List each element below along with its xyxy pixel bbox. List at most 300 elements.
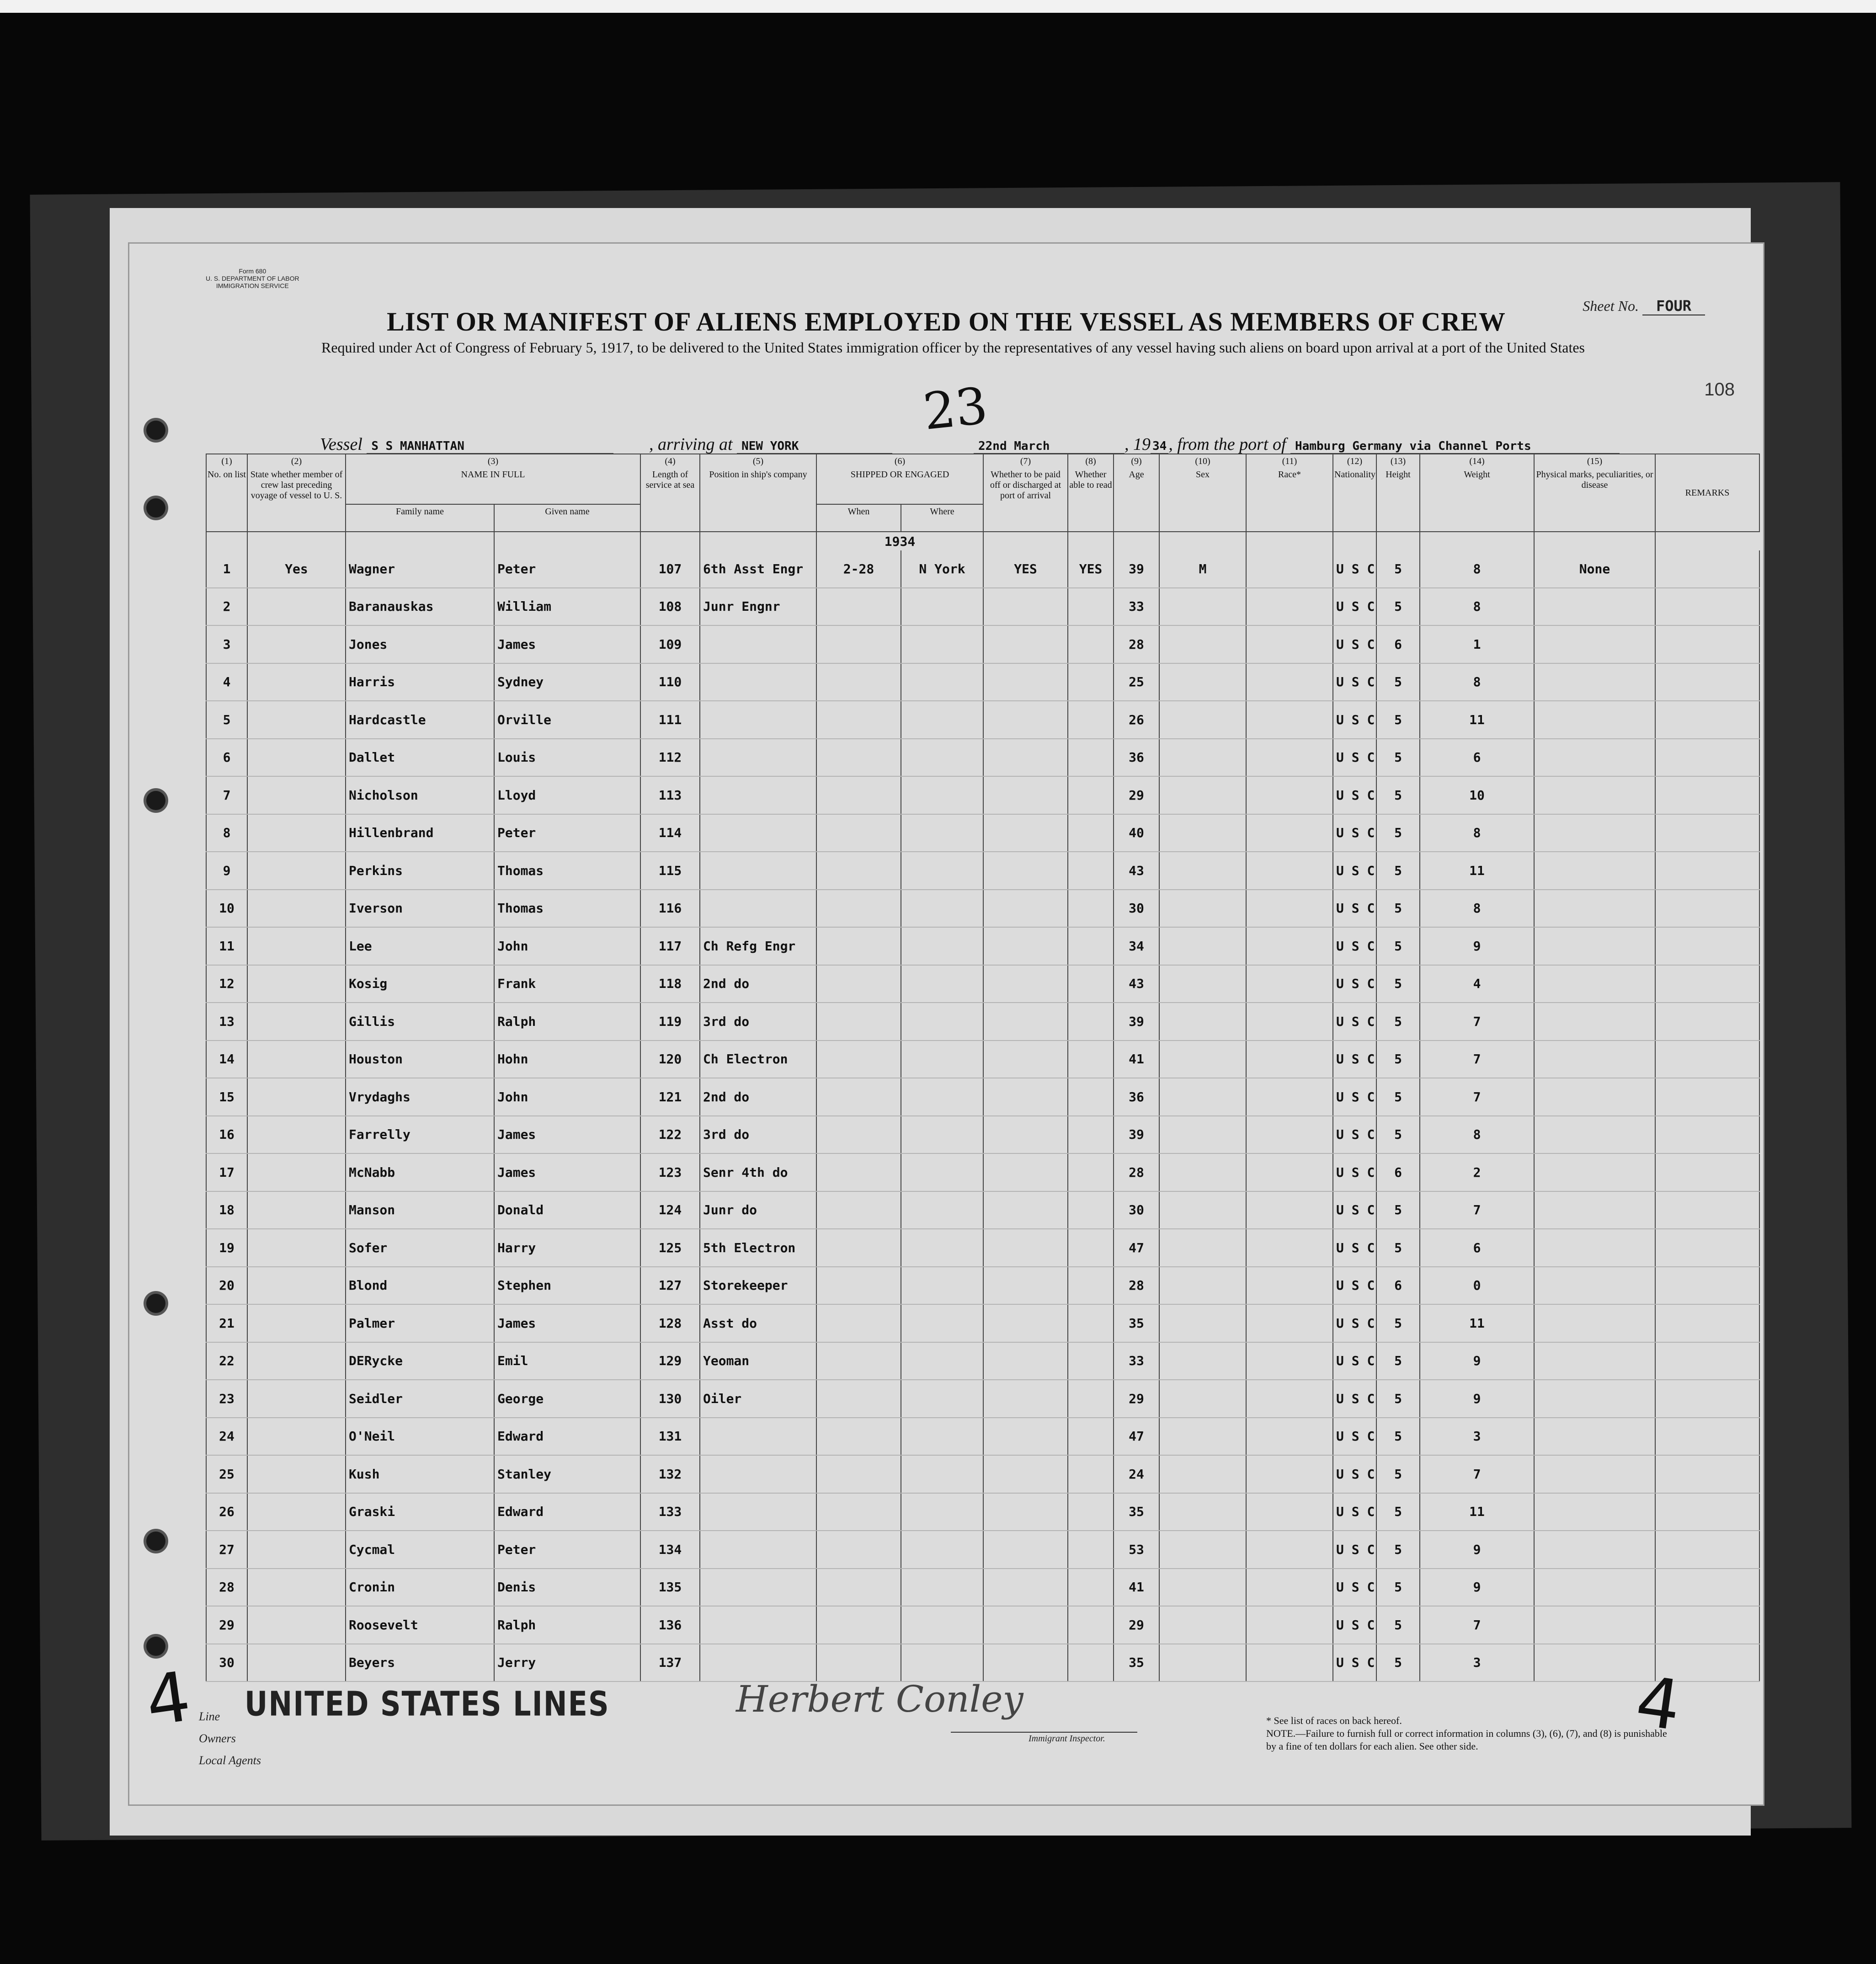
- shipped-when-cell: [816, 927, 901, 965]
- height-cell: 5: [1376, 1304, 1420, 1342]
- length-of-service-cell: 107: [640, 550, 700, 588]
- given-name-cell: Peter: [494, 814, 640, 852]
- given-name-cell: Sydney: [494, 663, 640, 701]
- position-cell: [700, 852, 816, 890]
- remarks-cell: [1655, 1041, 1759, 1078]
- age-cell: 24: [1114, 1455, 1159, 1493]
- nationality-cell: U S C: [1333, 663, 1376, 701]
- able-to-read-cell: [1068, 1229, 1114, 1267]
- manifest-sheet: [128, 242, 1764, 1806]
- physical-marks-cell: [1534, 663, 1655, 701]
- height-cell: 5: [1376, 927, 1420, 965]
- inspector-signature: Herbert Conley: [736, 1678, 1023, 1720]
- paid-off-cell: [983, 1191, 1068, 1229]
- race-cell: [1246, 625, 1333, 663]
- weight-cell: 11: [1420, 852, 1534, 890]
- sex-cell: [1159, 1455, 1246, 1493]
- document-title: LIST OR MANIFEST OF ALIENS EMPLOYED ON THE VESSEL AS MEMBERS OF CREW: [387, 307, 1506, 336]
- family-name-cell: Harris: [346, 663, 494, 701]
- shipped-where-cell: [901, 1191, 983, 1229]
- length-of-service-cell: 123: [640, 1153, 700, 1191]
- sex-cell: [1159, 1116, 1246, 1154]
- entry-number-cell: 11: [206, 927, 247, 965]
- family-name-cell: Baranauskas: [346, 588, 494, 626]
- family-name-cell: Kosig: [346, 965, 494, 1003]
- races-note: * See list of races on back hereof.: [1266, 1715, 1402, 1726]
- table-row: [206, 814, 1759, 852]
- remarks-cell: [1655, 1267, 1759, 1305]
- nationality-cell: U S C: [1333, 1191, 1376, 1229]
- age-cell: 30: [1114, 1191, 1159, 1229]
- punch-hole: [146, 1637, 165, 1656]
- table-row: [206, 1116, 1759, 1154]
- shipped-when-cell: [816, 1569, 901, 1606]
- entry-number-cell: 6: [206, 739, 247, 777]
- age-cell: 39: [1114, 1116, 1159, 1154]
- paid-off-cell: [983, 1116, 1068, 1154]
- table-row: [206, 625, 1759, 663]
- age-cell: 28: [1114, 625, 1159, 663]
- length-of-service-cell: 134: [640, 1531, 700, 1569]
- sex-cell: [1159, 1644, 1246, 1682]
- paid-off-cell: [983, 1267, 1068, 1305]
- height-cell: 6: [1376, 625, 1420, 663]
- age-cell: 29: [1114, 1606, 1159, 1644]
- weight-cell: 11: [1420, 701, 1534, 739]
- nationality-cell: U S C: [1333, 814, 1376, 852]
- able-to-read-cell: [1068, 1531, 1114, 1569]
- height-cell: 5: [1376, 852, 1420, 890]
- length-of-service-cell: 116: [640, 890, 700, 928]
- given-name-cell: John: [494, 927, 640, 965]
- able-to-read-cell: [1068, 588, 1114, 626]
- age-cell: 35: [1114, 1304, 1159, 1342]
- age-cell: 41: [1114, 1041, 1159, 1078]
- race-cell: [1246, 1116, 1333, 1154]
- prev-voyage-cell: [247, 927, 346, 965]
- length-of-service-cell: 128: [640, 1304, 700, 1342]
- weight-cell: 9: [1420, 927, 1534, 965]
- family-name-cell: Cronin: [346, 1569, 494, 1606]
- physical-marks-cell: [1534, 1116, 1655, 1154]
- sex-cell: [1159, 1078, 1246, 1116]
- sheet-number: Sheet No. FOUR: [1583, 297, 1705, 315]
- paid-off-cell: [983, 1078, 1068, 1116]
- family-name-cell: Hillenbrand: [346, 814, 494, 852]
- race-cell: [1246, 1418, 1333, 1456]
- shipped-when-cell: [816, 625, 901, 663]
- arrival-year: 34: [1151, 439, 1168, 454]
- table-row: [206, 1569, 1759, 1606]
- remarks-cell: [1655, 739, 1759, 777]
- weight-cell: 9: [1420, 1569, 1534, 1606]
- height-cell: 5: [1376, 663, 1420, 701]
- physical-marks-cell: [1534, 1418, 1655, 1456]
- prev-voyage-cell: [247, 1380, 346, 1418]
- remarks-cell: [1655, 550, 1759, 588]
- weight-cell: 9: [1420, 1342, 1534, 1380]
- shipped-where-cell: [901, 890, 983, 928]
- entry-number-cell: 20: [206, 1267, 247, 1305]
- race-cell: [1246, 701, 1333, 739]
- physical-marks-cell: [1534, 965, 1655, 1003]
- paid-off-cell: [983, 739, 1068, 777]
- entry-number-cell: 21: [206, 1304, 247, 1342]
- position-cell: 6th Asst Engr: [700, 550, 816, 588]
- form-id: Form 680 U. S. DEPARTMENT OF LABOR IMMIGRATION SERVICE: [206, 267, 299, 289]
- race-cell: [1246, 1267, 1333, 1305]
- remarks-cell: [1655, 1380, 1759, 1418]
- position-cell: [700, 1606, 816, 1644]
- remarks-cell: [1655, 1191, 1759, 1229]
- table-row: [206, 927, 1759, 965]
- able-to-read-cell: [1068, 1041, 1114, 1078]
- shipped-when-cell: [816, 1153, 901, 1191]
- nationality-cell: U S C: [1333, 1153, 1376, 1191]
- physical-marks-cell: [1534, 1455, 1655, 1493]
- able-to-read-cell: [1068, 890, 1114, 928]
- nationality-cell: U S C: [1333, 1606, 1376, 1644]
- position-cell: [700, 701, 816, 739]
- family-name-cell: Perkins: [346, 852, 494, 890]
- shipped-when-cell: [816, 814, 901, 852]
- given-name-cell: Denis: [494, 1569, 640, 1606]
- sex-cell: [1159, 663, 1246, 701]
- given-name-cell: Orville: [494, 701, 640, 739]
- entry-number-cell: 13: [206, 1003, 247, 1041]
- shipped-when-cell: [816, 1267, 901, 1305]
- height-cell: 5: [1376, 1078, 1420, 1116]
- physical-marks-cell: [1534, 890, 1655, 928]
- family-name-cell: Wagner: [346, 550, 494, 588]
- entry-number-cell: 2: [206, 588, 247, 626]
- prev-voyage-cell: Yes: [247, 550, 346, 588]
- nationality-cell: U S C: [1333, 1644, 1376, 1682]
- height-cell: 5: [1376, 1531, 1420, 1569]
- given-name-cell: Hohn: [494, 1041, 640, 1078]
- paid-off-cell: [983, 1304, 1068, 1342]
- prev-voyage-cell: [247, 776, 346, 814]
- shipped-where-cell: [901, 1116, 983, 1154]
- given-name-cell: John: [494, 1078, 640, 1116]
- paid-off-cell: [983, 1455, 1068, 1493]
- able-to-read-cell: [1068, 1455, 1114, 1493]
- remarks-cell: [1655, 1116, 1759, 1154]
- prev-voyage-cell: [247, 1078, 346, 1116]
- shipped-when-cell: [816, 1606, 901, 1644]
- paid-off-cell: [983, 588, 1068, 626]
- nationality-cell: U S C: [1333, 852, 1376, 890]
- shipped-where-cell: [901, 814, 983, 852]
- prev-voyage-cell: [247, 1191, 346, 1229]
- sex-cell: [1159, 1569, 1246, 1606]
- race-cell: [1246, 776, 1333, 814]
- able-to-read-cell: [1068, 1078, 1114, 1116]
- entry-number-cell: 17: [206, 1153, 247, 1191]
- remarks-cell: [1655, 1455, 1759, 1493]
- given-name-cell: Thomas: [494, 890, 640, 928]
- physical-marks-cell: [1534, 1191, 1655, 1229]
- weight-cell: 3: [1420, 1418, 1534, 1456]
- table-row: [206, 1342, 1759, 1380]
- vessel-name: S S MANHATTAN: [367, 439, 613, 454]
- family-name-cell: Iverson: [346, 890, 494, 928]
- family-name-cell: Hardcastle: [346, 701, 494, 739]
- height-cell: 5: [1376, 1003, 1420, 1041]
- height-cell: 5: [1376, 1229, 1420, 1267]
- given-name-cell: Donald: [494, 1191, 640, 1229]
- weight-cell: 7: [1420, 1455, 1534, 1493]
- physical-marks-cell: [1534, 1569, 1655, 1606]
- able-to-read-cell: [1068, 814, 1114, 852]
- punch-hole: [146, 1532, 165, 1551]
- family-name-cell: Sofer: [346, 1229, 494, 1267]
- sex-cell: [1159, 852, 1246, 890]
- col-position-header: (5) Position in ship's company: [700, 454, 816, 532]
- height-cell: 5: [1376, 701, 1420, 739]
- age-cell: 47: [1114, 1418, 1159, 1456]
- shipped-where-cell: [901, 1455, 983, 1493]
- nationality-cell: U S C: [1333, 1229, 1376, 1267]
- position-cell: Asst do: [700, 1304, 816, 1342]
- shipped-where-cell: [901, 663, 983, 701]
- col-name-header: (3) NAME IN FULL: [346, 454, 640, 504]
- shipped-when-cell: [816, 1342, 901, 1380]
- race-cell: [1246, 739, 1333, 777]
- age-cell: 29: [1114, 1380, 1159, 1418]
- sex-cell: [1159, 739, 1246, 777]
- entry-number-cell: 18: [206, 1191, 247, 1229]
- nationality-cell: U S C: [1333, 588, 1376, 626]
- sex-cell: [1159, 701, 1246, 739]
- race-cell: [1246, 1191, 1333, 1229]
- length-of-service-cell: 122: [640, 1116, 700, 1154]
- nationality-cell: U S C: [1333, 1455, 1376, 1493]
- height-cell: 5: [1376, 1041, 1420, 1078]
- able-to-read-cell: [1068, 852, 1114, 890]
- position-cell: [700, 625, 816, 663]
- col-height-header: (13) Height: [1376, 454, 1420, 532]
- given-name-cell: Edward: [494, 1493, 640, 1531]
- entry-number-cell: 28: [206, 1569, 247, 1606]
- prev-voyage-cell: [247, 739, 346, 777]
- given-name-cell: William: [494, 588, 640, 626]
- able-to-read-cell: [1068, 1569, 1114, 1606]
- sex-cell: [1159, 1342, 1246, 1380]
- age-cell: 53: [1114, 1531, 1159, 1569]
- remarks-cell: [1655, 1078, 1759, 1116]
- length-of-service-cell: 127: [640, 1267, 700, 1305]
- handwritten-mark-right: 4: [1631, 1661, 1686, 1746]
- height-cell: 6: [1376, 1267, 1420, 1305]
- height-cell: 5: [1376, 1569, 1420, 1606]
- shipped-where-cell: [901, 625, 983, 663]
- given-name-cell: Jerry: [494, 1644, 640, 1682]
- race-cell: [1246, 965, 1333, 1003]
- shipped-where-cell: [901, 1531, 983, 1569]
- entry-number-cell: 7: [206, 776, 247, 814]
- age-cell: 36: [1114, 739, 1159, 777]
- family-name-cell: Kush: [346, 1455, 494, 1493]
- sex-cell: [1159, 1153, 1246, 1191]
- given-name-cell: Ralph: [494, 1606, 640, 1644]
- col-given-name-header: Given name: [494, 504, 640, 532]
- position-cell: Storekeeper: [700, 1267, 816, 1305]
- shipped-when-cell: [816, 1191, 901, 1229]
- family-name-cell: Nicholson: [346, 776, 494, 814]
- nationality-cell: U S C: [1333, 1116, 1376, 1154]
- physical-marks-cell: None: [1534, 550, 1655, 588]
- remarks-cell: [1655, 814, 1759, 852]
- entry-number-cell: 15: [206, 1078, 247, 1116]
- physical-marks-cell: [1534, 701, 1655, 739]
- table-row: [206, 1531, 1759, 1569]
- position-cell: [700, 1644, 816, 1682]
- col-age-header: (9) Age: [1114, 454, 1159, 532]
- age-cell: 25: [1114, 663, 1159, 701]
- weight-cell: 0: [1420, 1267, 1534, 1305]
- weight-cell: 8: [1420, 814, 1534, 852]
- entry-number-cell: 12: [206, 965, 247, 1003]
- sex-cell: [1159, 965, 1246, 1003]
- age-cell: 40: [1114, 814, 1159, 852]
- handwritten-day: 23: [920, 376, 991, 441]
- shipped-where-cell: [901, 1493, 983, 1531]
- age-cell: 47: [1114, 1229, 1159, 1267]
- col-remarks-header: REMARKS: [1655, 454, 1759, 532]
- family-name-cell: Cycmal: [346, 1531, 494, 1569]
- physical-marks-cell: [1534, 927, 1655, 965]
- table-row: [206, 1267, 1759, 1305]
- able-to-read-cell: [1068, 1304, 1114, 1342]
- line-label: Line: [199, 1710, 220, 1723]
- table-row: [206, 1003, 1759, 1041]
- entry-number-cell: 10: [206, 890, 247, 928]
- shipped-when-cell: 2-28: [816, 550, 901, 588]
- family-name-cell: Gillis: [346, 1003, 494, 1041]
- position-cell: Junr do: [700, 1191, 816, 1229]
- shipped-when-cell: [816, 1041, 901, 1078]
- shipped-where-cell: [901, 1342, 983, 1380]
- shipped-when-cell: [816, 739, 901, 777]
- physical-marks-cell: [1534, 1493, 1655, 1531]
- able-to-read-cell: [1068, 965, 1114, 1003]
- weight-cell: 7: [1420, 1041, 1534, 1078]
- family-name-cell: Graski: [346, 1493, 494, 1531]
- nationality-cell: U S C: [1333, 890, 1376, 928]
- able-to-read-cell: [1068, 739, 1114, 777]
- shipped-where-cell: [901, 1380, 983, 1418]
- position-cell: [700, 1569, 816, 1606]
- entry-number-cell: 25: [206, 1455, 247, 1493]
- length-of-service-cell: 115: [640, 852, 700, 890]
- physical-marks-cell: [1534, 776, 1655, 814]
- position-cell: [700, 1493, 816, 1531]
- remarks-cell: [1655, 1153, 1759, 1191]
- height-cell: 5: [1376, 1644, 1420, 1682]
- length-of-service-cell: 132: [640, 1455, 700, 1493]
- shipped-where-cell: N York: [901, 550, 983, 588]
- prev-voyage-cell: [247, 965, 346, 1003]
- weight-cell: 10: [1420, 776, 1534, 814]
- length-of-service-cell: 124: [640, 1191, 700, 1229]
- sex-cell: [1159, 1606, 1246, 1644]
- race-cell: [1246, 814, 1333, 852]
- family-name-cell: Seidler: [346, 1380, 494, 1418]
- race-cell: [1246, 927, 1333, 965]
- weight-cell: 7: [1420, 1606, 1534, 1644]
- table-row: [206, 852, 1759, 890]
- punch-hole: [146, 1294, 165, 1313]
- physical-marks-cell: [1534, 1531, 1655, 1569]
- prev-voyage-cell: [247, 1644, 346, 1682]
- family-name-cell: Jones: [346, 625, 494, 663]
- paid-off-cell: [983, 1229, 1068, 1267]
- paid-off-cell: [983, 1644, 1068, 1682]
- family-name-cell: Farrelly: [346, 1116, 494, 1154]
- table-row: [206, 739, 1759, 777]
- shipped-when-cell: [816, 1003, 901, 1041]
- shipped-when-cell: [816, 1229, 901, 1267]
- family-name-cell: Blond: [346, 1267, 494, 1305]
- table-row: [206, 890, 1759, 928]
- height-cell: 5: [1376, 1380, 1420, 1418]
- remarks-cell: [1655, 890, 1759, 928]
- handwritten-mark-left: 4: [141, 1657, 196, 1742]
- physical-marks-cell: [1534, 625, 1655, 663]
- col-weight-header: (14) Weight: [1420, 454, 1534, 532]
- shipped-when-cell: [816, 1078, 901, 1116]
- sex-cell: [1159, 625, 1246, 663]
- physical-marks-cell: [1534, 814, 1655, 852]
- weight-cell: 8: [1420, 550, 1534, 588]
- remarks-cell: [1655, 1304, 1759, 1342]
- line-stamp: UNITED STATES LINES: [245, 1683, 610, 1724]
- able-to-read-cell: [1068, 1380, 1114, 1418]
- position-cell: [700, 663, 816, 701]
- position-cell: [700, 890, 816, 928]
- height-cell: 5: [1376, 588, 1420, 626]
- col-read-header: (8) Whether able to read: [1068, 454, 1114, 532]
- shipped-when-cell: [816, 1644, 901, 1682]
- able-to-read-cell: [1068, 701, 1114, 739]
- nationality-cell: U S C: [1333, 1003, 1376, 1041]
- table-row: [206, 1606, 1759, 1644]
- age-cell: 33: [1114, 588, 1159, 626]
- sex-cell: [1159, 1229, 1246, 1267]
- table-row: [206, 1455, 1759, 1493]
- height-cell: 5: [1376, 1455, 1420, 1493]
- weight-cell: 11: [1420, 1493, 1534, 1531]
- prev-voyage-cell: [247, 663, 346, 701]
- race-cell: [1246, 1229, 1333, 1267]
- engaged-year: 1934: [816, 532, 983, 550]
- remarks-cell: [1655, 1493, 1759, 1531]
- shipped-when-cell: [816, 1531, 901, 1569]
- shipped-where-cell: [901, 1418, 983, 1456]
- sex-cell: [1159, 1531, 1246, 1569]
- nationality-cell: U S C: [1333, 1493, 1376, 1531]
- height-cell: 5: [1376, 890, 1420, 928]
- physical-marks-cell: [1534, 1304, 1655, 1342]
- entry-number-cell: 14: [206, 1041, 247, 1078]
- weight-cell: 8: [1420, 1116, 1534, 1154]
- height-cell: 5: [1376, 965, 1420, 1003]
- col-when-header: When: [816, 504, 901, 532]
- sex-cell: [1159, 1041, 1246, 1078]
- height-cell: 5: [1376, 776, 1420, 814]
- height-cell: 5: [1376, 1493, 1420, 1531]
